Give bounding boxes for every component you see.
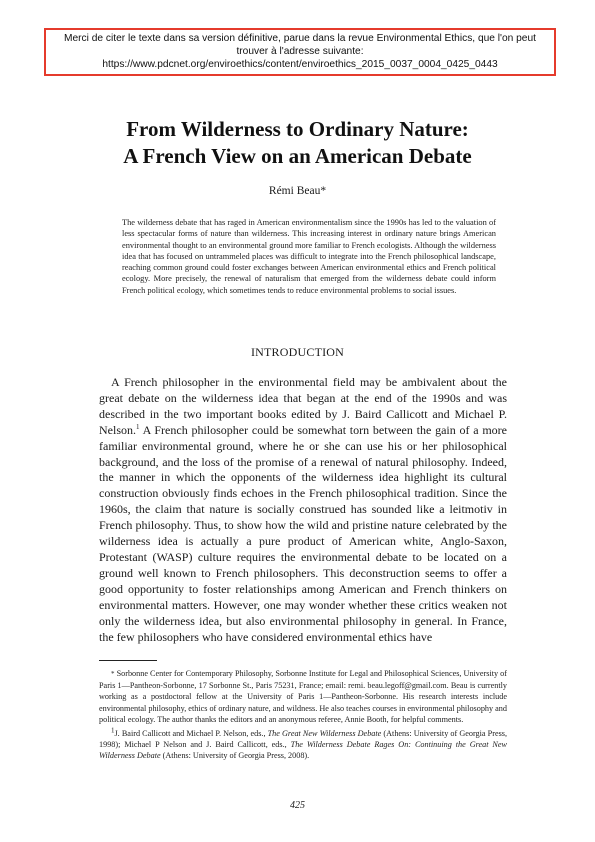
- notice-line-2: trouver à l'adresse suivante:: [236, 46, 364, 57]
- title-line-2: A French View on an American Debate: [123, 144, 472, 168]
- footnote-1: [99, 728, 507, 762]
- title-line-1: From Wilderness to Ordinary Nature:: [126, 117, 469, 141]
- footnote-book-title: The Wilderness Debate Rages On: Continuing the Great New Wilderness Debate: [99, 740, 507, 761]
- footnote-text: (Athens: University of Georgia Press, 2008).: [160, 751, 310, 761]
- footnote-text: J. Baird Callicott and Michael P. Nelson, eds.,: [114, 729, 268, 739]
- article-title: [0, 116, 595, 170]
- footnote-affiliation: [99, 668, 507, 725]
- body-paragraph: [99, 375, 507, 645]
- footnote-book-title: The Great New Wilderness Debate: [267, 729, 382, 739]
- body-text-2: A French philosopher could be somewhat torn between the gain of a more familiar environmental ground, where he or she can use his or her philosophical background, and the loss of the promise of a renewal of natural philosophy. Indeed, the manner in which the opponents of the wilderness idea highlight its cultural construction obviously finds echoes in the French philosophical tradition. Since the 1960s, the claim that nature is socially construed has sounded like a leitmotiv in French philosophy. Thus, to show how the wild and pristine nature celebrated by the wilderness idea is actually a pure product of American white, Anglo-Saxon, Protestant (WASP) culture requires the environmental debate to be located on a ground well known to French philosophers. This deconstruction seems to offer a good opportunity to foster relationships among American and French thinkers on environmental matters. However, one may wonder whether these critics weaken not only the wilderness idea, but also environmental philosophy in general. In France, the few philosophers who have considered environmental ethics have: [99, 422, 507, 644]
- notice-url[interactable]: https://www.pdcnet.org/enviroethics/content/enviroethics_2015_0037_0004_0425_0443: [102, 59, 498, 70]
- footnote-text: (Athens: University of Georgia Press, 1998); Michael P Nelson and J. Baird Callicott, eds.,: [99, 729, 507, 750]
- footnote-marker: *: [111, 670, 115, 678]
- footnote-marker: 1: [111, 726, 115, 735]
- footnotes: [99, 668, 507, 765]
- notice-line-1: Merci de citer le texte dans sa version définitive, parue dans la revue Environmental Ethics, que l'on peut: [64, 33, 536, 44]
- abstract: The wilderness debate that has raged in American environmentalism since the 1990s has led to the valuation of less spectacular forms of nature than wilderness. This increasing interest in ordinary nature brings American environmental thought to an environmental ground more familiar to French ecologists. Although the wilderness idea that has focused on untrammeled places was difficult to integrate into the French philosophical landscape, reaching common ground could foster exchanges between American environmental ethics and French political ecology. More precisely, the renewal of naturalism that emerged from the wilderness debate could inform French political ecology, which sometimes tends to reduce environmental problems to social issues.: [122, 218, 497, 295]
- footnote-text: Sorbonne Center for Contemporary Philosophy, Sorbonne Institute for Legal and Philosophical Sciences, University of Paris 1—Pantheon-Sorbonne, 17 Sorbonne St., Paris 75231, France; email: remi. beau.legoff@gmail.com. Beau is currently working as a postdoctoral fellow at the University of Paris 1—Pantheon-Sorbonne. His research interests include environmental philosophy, ethics of ordinary nature, and wildness. He also teaches courses in environmental philosophy and political ecology. The author thanks the editors and an anonymous referee, Annie Booth, for helpful comments.: [99, 669, 507, 724]
- page-number: 425: [290, 800, 305, 811]
- citation-notice: [44, 28, 556, 76]
- author-name: Rémi Beau*: [268, 185, 327, 197]
- footnote-ref[interactable]: 1: [136, 422, 140, 431]
- section-heading: INTRODUCTION: [250, 345, 345, 359]
- body-text-1: A French philosopher in the environmental field may be ambivalent about the great debate on the wilderness idea that began at the end of the 1990s and was described in the two important books edited by J. Baird Callicott and Michael P. Nelson.: [99, 375, 507, 437]
- footnote-divider: [99, 660, 157, 661]
